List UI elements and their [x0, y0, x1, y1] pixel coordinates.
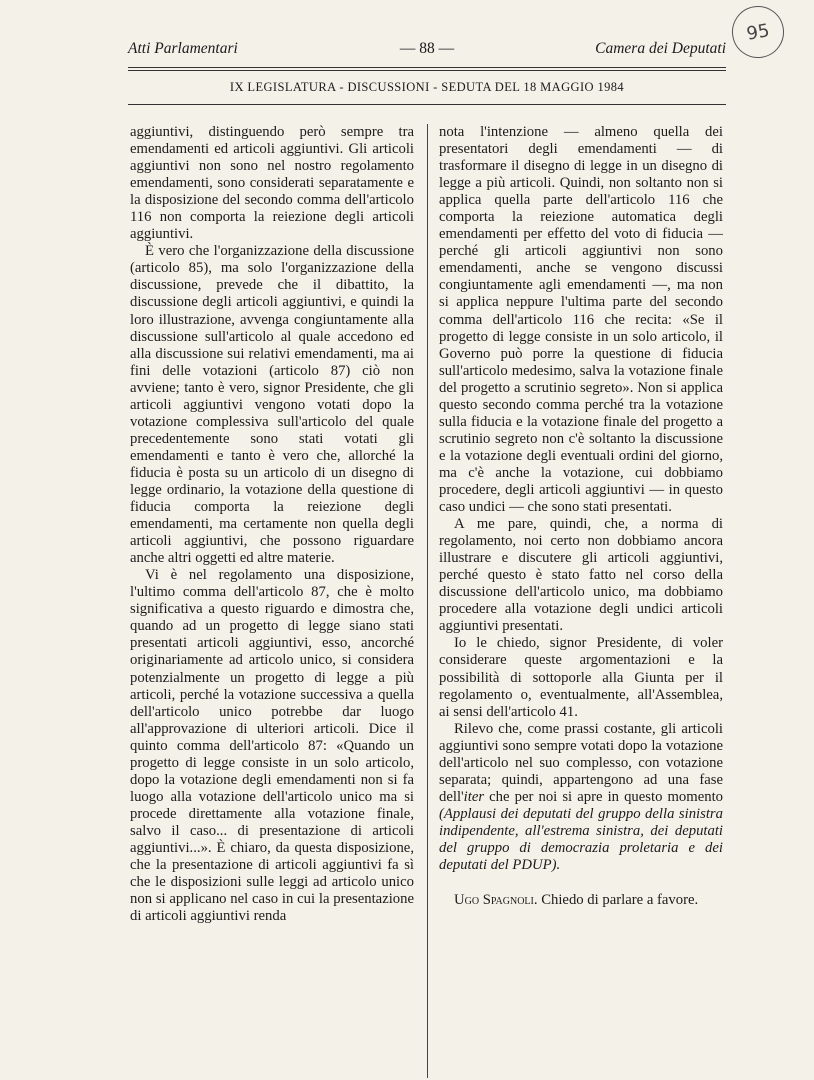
column-divider: [427, 124, 428, 1078]
right-paragraph-4: [439, 721, 723, 874]
left-paragraph-3: Vi è nel regolamento una disposizione, l'ultimo comma dell'articolo 87, che è molto significativa a questo riguardo e dimostra che, quando ad un progetto di legge siano stati presentati articoli aggiuntivi, esso, ancorché originariamente ad articolo unico, si considera potenzialmente un progetto di legge a più articoli, perché la votazione successiva a quella dell'articolo unico potrebbe dar luogo all'approvazione di ulteriori articoli. Dice il quinto comma dell'articolo 87: «Quando un progetto di legge consiste in un solo articolo, dopo la votazione degli emendamenti non si fa luogo alla votazione dell'articolo unico ma si procede direttamente alla votazione finale, salvo il caso... di presentazione di articoli aggiuntivi...». È chiaro, da questa disposizione, che la presentazione di articoli aggiuntivi fa sì che le disposizioni sulle leggi ad articolo unico non si applicano nel caso in cui la presentazione di articoli aggiuntivi renda: [130, 567, 414, 925]
p4-text-a: Rilevo che, come prassi costante, gli articoli aggiuntivi sono sempre votati dopo la votazione dell'articolo nel suo complesso, con votazione separata; quindi, appartengono ad una fase dell': [439, 720, 723, 805]
page-header: [128, 40, 726, 64]
chamber-name: Camera dei Deputati: [595, 40, 726, 57]
speaker-name: Ugo Spagnoli: [454, 892, 534, 909]
p4-iter: iter: [463, 788, 485, 805]
left-paragraph-2: È vero che l'organizzazione della discussione (articolo 85), ma solo l'organizzazione della discussione, prevede che il dibattito, la discussione degli articoli aggiuntivi, e quindi la loro illustrazione, avvenga congiuntamente alla discussione sull'articolo al quale accedono ed alla discussione sui relativi emendamenti, ma ai fini delle votazioni (articolo 87) ciò non avviene; tanto è vero, signor Presidente, che gli articoli aggiuntivi vengono votati dopo la votazione complessiva sull'articolo del quale precedentemente sono stati votati gli emendamenti e tanto è vero che, allorché la fiducia è posta su un articolo di un disegno di legge ordinario, la votazione della questione di fiducia comporta la reiezione degli emendamenti, ma certamente non quella degli articoli aggiuntivi, che possono riguardare anche altri oggetti ed altre materie.: [130, 243, 414, 567]
right-column: [439, 124, 723, 909]
right-paragraph-2: A me pare, quindi, che, a norma di regolamento, noi certo non dobbiamo ancora illustrare e discutere gli articoli aggiuntivi, perché questo è stato fatto nel corso della discussione dell'articolo unico, ma dobbiamo procedere alla votazione degli undici articoli aggiuntivi presentati.: [439, 516, 723, 635]
header-rule-bottom: [128, 104, 726, 105]
page-number: — 88 —: [399, 40, 455, 57]
speaker-text: . Chiedo di parlare a favore.: [533, 892, 699, 909]
publication-title: Atti Parlamentari: [128, 40, 238, 57]
right-paragraph-1: nota l'intenzione — almeno quella dei presentatori degli emendamenti — di trasformare il disegno di legge in un disegno di legge a più articoli. Quindi, non soltanto non si applica quella parte dell'articolo 116 che comporta la reiezione automatica degli emendamenti per effetto del voto di fiducia — perché gli articoli aggiuntivi non sono emendamenti, anche se vengono discussi congiuntamente agli emendamenti —, ma non si applica neppure l'ultima parte del secondo comma dell'articolo 116 che recita: «Se il progetto di legge consiste in un solo articolo, il Governo può porre la questione di fiducia sull'articolo medesimo, salva la votazione finale del progetto a scrutinio segreto». Non si applica questo secondo comma perché tra la votazione sulla fiducia e la votazione finale del progetto a scrutinio segreto non c'è soltanto la discussione e la votazione degli eventuali ordini del giorno, ma c'è anche la votazione, cui dobbiamo procedere, degli articoli aggiuntivi — in questo caso undici — che sono stati presentati.: [439, 124, 723, 516]
right-paragraph-3: Io le chiedo, signor Presidente, di voler considerare queste argomentazioni e la possibilità di sottoporle alla Giunta per il regolamento o, eventualmente, all'Assemblea, ai sensi dell'articolo 41.: [439, 635, 723, 720]
left-column: [130, 124, 414, 925]
header-rule-top: [128, 67, 726, 68]
left-paragraph-1: aggiuntivi, distinguendo però sempre tra emendamenti ed articoli aggiuntivi. Gli articoli aggiuntivi non sono nel nostro regolamento emendamenti, sono considerati separatamente e la disposizione del secondo comma dell'articolo 116 non comporta la reiezione degli articoli aggiuntivi.: [130, 124, 414, 243]
page-stamp: 95: [728, 2, 788, 62]
header-rule-top-double: [128, 70, 726, 71]
session-subheader: IX LEGISLATURA - DISCUSSIONI - SEDUTA DEL 18 MAGGIO 1984: [229, 80, 625, 94]
p4-text-b: che per noi si apre in questo momento: [484, 788, 723, 805]
speaker-intervention: [439, 892, 723, 909]
applause-note: (Applausi dei deputati del gruppo della sinistra indipendente, all'estrema sinistra, dei deputati del gruppo di democrazia proletaria e dei deputati del PDUP).: [439, 805, 723, 874]
